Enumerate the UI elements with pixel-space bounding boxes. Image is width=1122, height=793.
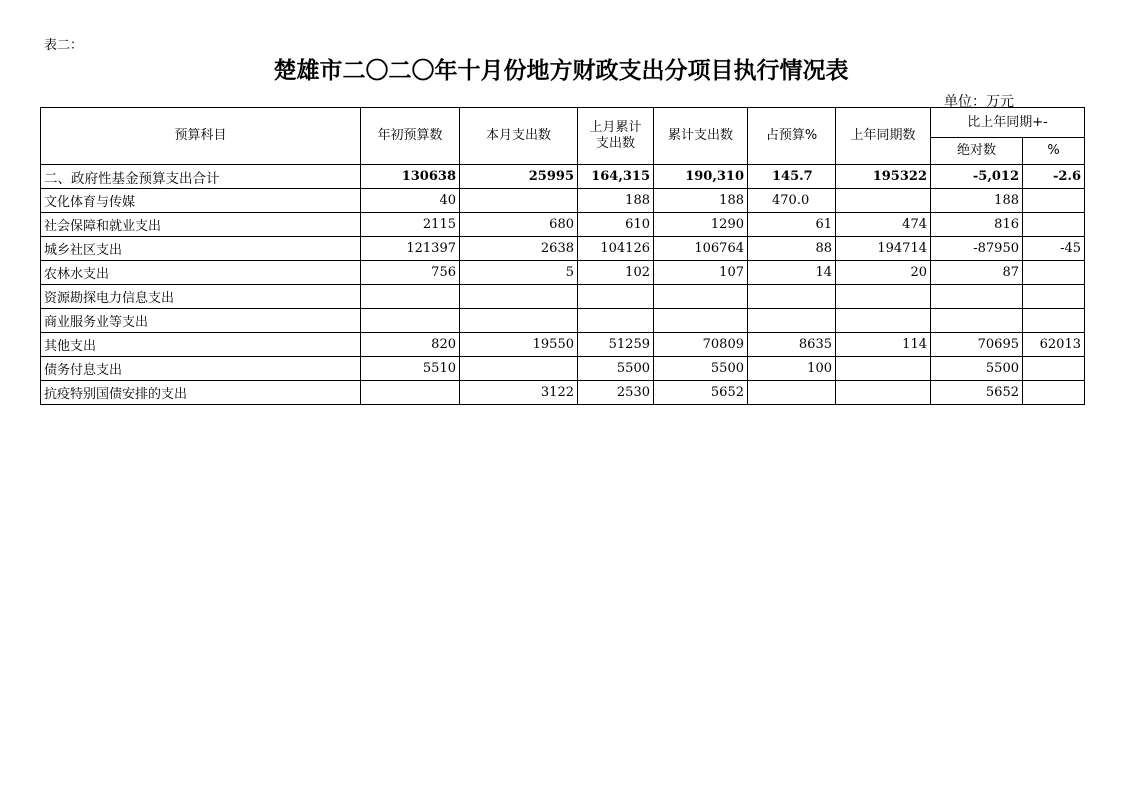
cell-month: 680 xyxy=(460,213,578,237)
cell-lastmonth: 188 xyxy=(578,189,654,213)
cell-pct: 88 xyxy=(748,237,836,261)
row-name: 农林水支出 xyxy=(41,261,361,285)
cell-lastmonth: 164,315 xyxy=(578,165,654,189)
header-compare: 比上年同期+- xyxy=(931,108,1085,138)
cell-month: 5 xyxy=(460,261,578,285)
cell-lastyear: 474 xyxy=(836,213,931,237)
cell-pct: 8635 xyxy=(748,333,836,357)
cell-lastmonth xyxy=(578,309,654,333)
cell-month xyxy=(460,357,578,381)
cell-budget: 5510 xyxy=(361,357,460,381)
cell-lastmonth: 102 xyxy=(578,261,654,285)
unit-label: 单位：万元 xyxy=(944,94,1014,110)
cell-lastmonth: 2530 xyxy=(578,381,654,405)
row-name: 文化体育与传媒 xyxy=(41,189,361,213)
header-subject: 预算科目 xyxy=(41,108,361,165)
cell-cumulative: 5652 xyxy=(654,381,748,405)
cell-budget xyxy=(361,285,460,309)
cell-percent: -2.6 xyxy=(1023,165,1085,189)
cell-lastmonth: 104126 xyxy=(578,237,654,261)
row-name: 抗疫特别国债安排的支出 xyxy=(41,381,361,405)
row-name: 其他支出 xyxy=(41,333,361,357)
cell-budget xyxy=(361,381,460,405)
cell-month: 19550 xyxy=(460,333,578,357)
cell-percent xyxy=(1023,357,1085,381)
cell-abs: 188 xyxy=(931,189,1023,213)
table-row xyxy=(41,309,1085,333)
cell-abs xyxy=(931,309,1023,333)
cell-cumulative: 190,310 xyxy=(654,165,748,189)
cell-cumulative: 107 xyxy=(654,261,748,285)
cell-percent xyxy=(1023,309,1085,333)
cell-budget: 756 xyxy=(361,261,460,285)
cell-cumulative: 1290 xyxy=(654,213,748,237)
cell-percent xyxy=(1023,189,1085,213)
cell-lastyear xyxy=(836,309,931,333)
cell-cumulative xyxy=(654,285,748,309)
cell-abs: -87950 xyxy=(931,237,1023,261)
cell-abs: 5500 xyxy=(931,357,1023,381)
row-name: 城乡社区支出 xyxy=(41,237,361,261)
table-row xyxy=(41,261,1085,285)
cell-percent: -45 xyxy=(1023,237,1085,261)
cell-pct xyxy=(748,309,836,333)
cell-pct: 61 xyxy=(748,213,836,237)
cell-cumulative: 70809 xyxy=(654,333,748,357)
cell-budget: 121397 xyxy=(361,237,460,261)
header-cumulative: 累计支出数 xyxy=(654,108,748,165)
header-pct: 占预算% xyxy=(748,108,836,165)
cell-pct: 100 xyxy=(748,357,836,381)
cell-abs: -5,012 xyxy=(931,165,1023,189)
cell-percent xyxy=(1023,213,1085,237)
cell-lastyear xyxy=(836,189,931,213)
table-label: 表二： xyxy=(44,38,84,53)
cell-lastyear xyxy=(836,381,931,405)
cell-budget: 2115 xyxy=(361,213,460,237)
header-month: 本月支出数 xyxy=(460,108,578,165)
cell-month xyxy=(460,309,578,333)
cell-budget xyxy=(361,309,460,333)
page-title: 楚雄市二〇二〇年十月份地方财政支出分项目执行情况表 xyxy=(273,58,849,84)
expenditure-table xyxy=(40,107,1085,405)
table-row-total xyxy=(41,165,1085,189)
row-name: 社会保障和就业支出 xyxy=(41,213,361,237)
cell-percent xyxy=(1023,381,1085,405)
cell-cumulative: 106764 xyxy=(654,237,748,261)
cell-lastmonth: 51259 xyxy=(578,333,654,357)
header-lastyear: 上年同期数 xyxy=(836,108,931,165)
cell-month xyxy=(460,285,578,309)
cell-month: 25995 xyxy=(460,165,578,189)
cell-cumulative xyxy=(654,309,748,333)
cell-abs: 816 xyxy=(931,213,1023,237)
header-absolute: 绝对数 xyxy=(931,138,1023,165)
cell-lastmonth: 610 xyxy=(578,213,654,237)
row-name: 债务付息支出 xyxy=(41,357,361,381)
table-row xyxy=(41,333,1085,357)
cell-lastyear xyxy=(836,285,931,309)
cell-budget: 40 xyxy=(361,189,460,213)
cell-abs: 5652 xyxy=(931,381,1023,405)
cell-pct xyxy=(748,285,836,309)
cell-month xyxy=(460,189,578,213)
cell-pct: 145.7 xyxy=(748,165,836,189)
cell-budget: 130638 xyxy=(361,165,460,189)
cell-percent xyxy=(1023,285,1085,309)
cell-lastmonth xyxy=(578,285,654,309)
table-row xyxy=(41,285,1085,309)
table-row xyxy=(41,357,1085,381)
cell-lastyear: 20 xyxy=(836,261,931,285)
row-name: 资源勘探电力信息支出 xyxy=(41,285,361,309)
cell-abs: 87 xyxy=(931,261,1023,285)
header-budget: 年初预算数 xyxy=(361,108,460,165)
cell-budget: 820 xyxy=(361,333,460,357)
cell-month: 3122 xyxy=(460,381,578,405)
cell-abs: 70695 xyxy=(931,333,1023,357)
cell-pct: 470.0 xyxy=(748,189,836,213)
row-name: 二、政府性基金预算支出合计 xyxy=(41,165,361,189)
cell-lastyear: 194714 xyxy=(836,237,931,261)
cell-lastyear: 195322 xyxy=(836,165,931,189)
header-percent: % xyxy=(1023,138,1085,165)
table-row xyxy=(41,381,1085,405)
cell-percent xyxy=(1023,261,1085,285)
table-row xyxy=(41,237,1085,261)
cell-pct xyxy=(748,381,836,405)
cell-cumulative: 188 xyxy=(654,189,748,213)
cell-lastyear xyxy=(836,357,931,381)
header-lastmonth: 上月累计 支出数 xyxy=(578,108,654,165)
cell-cumulative: 5500 xyxy=(654,357,748,381)
table-row xyxy=(41,189,1085,213)
cell-month: 2638 xyxy=(460,237,578,261)
row-name: 商业服务业等支出 xyxy=(41,309,361,333)
cell-pct: 14 xyxy=(748,261,836,285)
cell-abs xyxy=(931,285,1023,309)
cell-lastyear: 114 xyxy=(836,333,931,357)
cell-lastmonth: 5500 xyxy=(578,357,654,381)
cell-percent: 62013 xyxy=(1023,333,1085,357)
table-row xyxy=(41,213,1085,237)
